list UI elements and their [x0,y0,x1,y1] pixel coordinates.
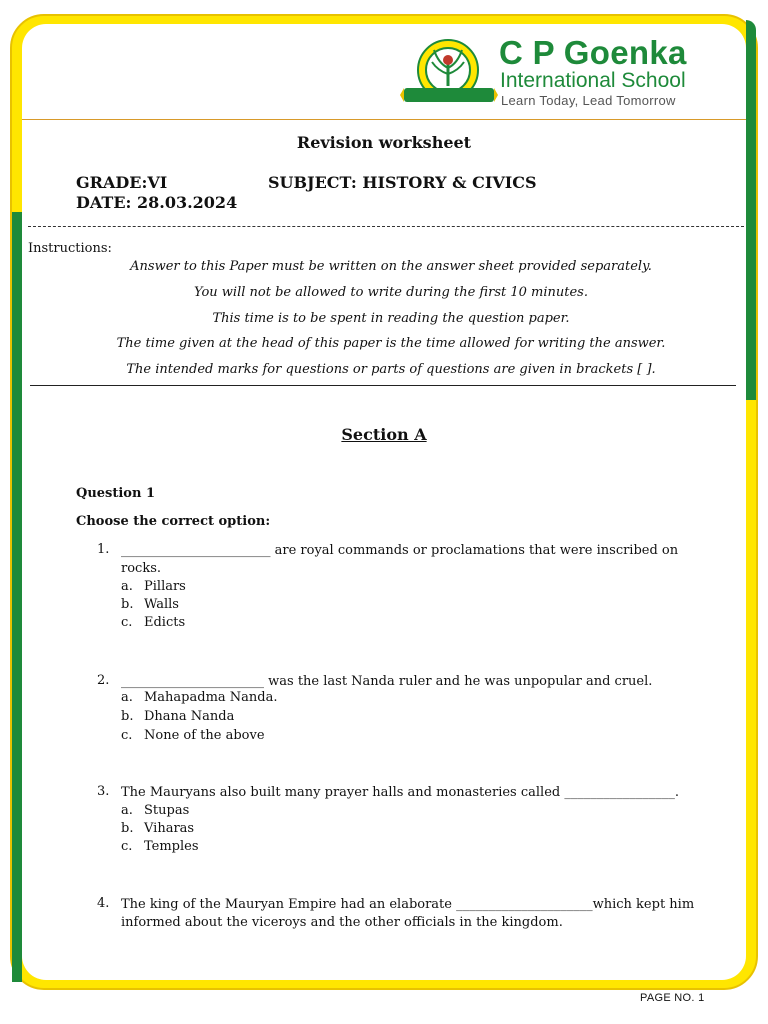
item-text: ______________________ was the last Nanda ruler and he was unpopular and cruel. [121,674,653,689]
item-text: The Mauryans also built many prayer halls and monasteries called _________________. [121,785,679,800]
school-tagline: Learn Today, Lead Tomorrow [501,93,676,108]
page-number: PAGE NO. 1 [640,992,705,1004]
item-text: _______________________ are royal commands or proclamations that were inscribed on rocks. [121,543,679,576]
instruction-line: The intended marks for questions or parts of questions are given in brackets [ ]. [126,362,656,377]
instructions-divider [30,385,736,386]
instructions-label: Instructions: [28,241,112,256]
option-letter: c. [121,615,133,630]
item-text: The king of the Mauryan Empire had an elaborate _____________________which kept him informed about the viceroys and the other officials in the kingdom. [121,897,695,930]
option-text: Dhana Nanda [144,709,235,724]
instruction-line: You will not be allowed to write during the first 10 minutes. [194,285,588,300]
option-text: Viharas [144,821,195,836]
option-letter: b. [121,597,134,612]
instruction-line: Answer to this Paper must be written on the answer sheet provided separately. [130,259,652,274]
section-title: Section A [341,425,427,444]
option-letter: a. [121,690,133,705]
option-text: Stupas [144,803,190,818]
option-text: Edicts [144,615,186,630]
page-content-area [22,24,746,980]
instruction-line: The time given at the head of this paper is the time allowed for writing the answer. [116,336,666,351]
option-text: None of the above [144,728,265,743]
option-letter: a. [121,579,133,594]
school-logo [400,36,730,112]
question-heading: Question 1 [76,486,156,501]
option-text: Pillars [144,579,186,594]
option-letter: a. [121,803,133,818]
option-text: Mahapadma Nanda. [144,690,278,705]
school-emblem-icon [400,38,498,110]
school-name: C P Goenka [499,34,687,71]
option-letter: b. [121,821,134,836]
item-number: 1. [97,542,110,557]
worksheet-title: Revision worksheet [296,133,472,152]
date-label: DATE: 28.03.2024 [76,193,238,212]
option-letter: c. [121,839,133,854]
instruction-line: This time is to be spent in reading the question paper. [212,311,570,326]
question-instruction: Choose the correct option: [76,514,271,529]
border-green-stripe-left [12,212,22,982]
grade-label: GRADE:VI [76,173,168,192]
option-text: Walls [144,597,179,612]
option-letter: b. [121,709,134,724]
option-text: Temples [144,839,199,854]
school-subtitle: International School [500,69,686,92]
item-number: 3. [97,784,110,799]
item-number: 2. [97,673,110,688]
header-divider [22,119,746,120]
subject-label: SUBJECT: HISTORY & CIVICS [268,173,537,192]
option-letter: c. [121,728,133,743]
item-number: 4. [97,896,110,911]
dashed-divider [28,226,744,227]
